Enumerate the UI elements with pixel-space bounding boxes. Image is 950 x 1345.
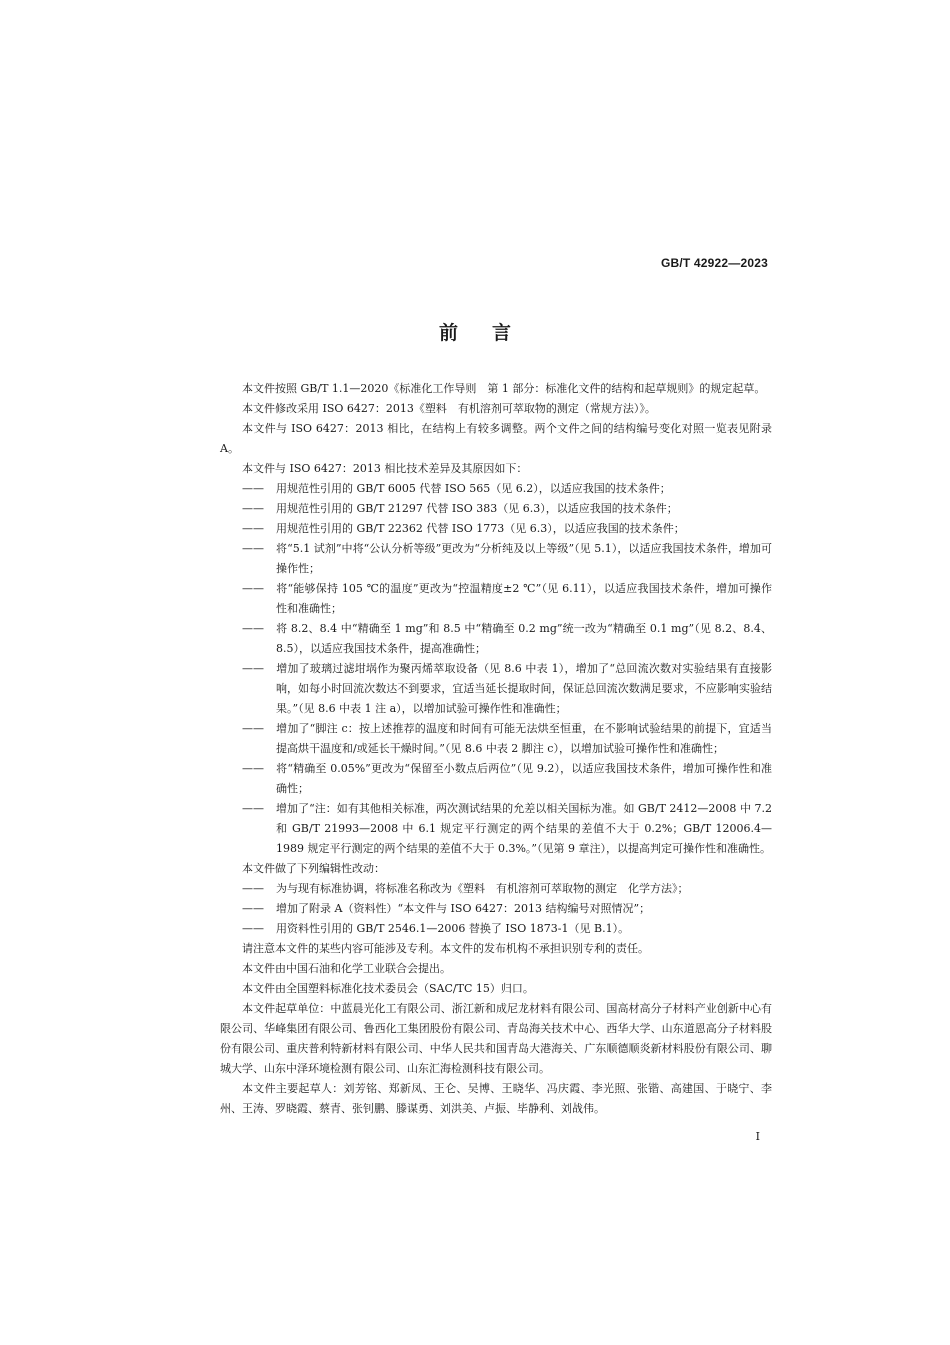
paragraph: 请注意本文件的某些内容可能涉及专利。本文件的发布机构不承担识别专利的责任。 — [242, 942, 649, 955]
standard-code: GB/T 42922—2023 — [660, 256, 768, 270]
paragraph: 本文件做了下列编辑性改动： — [242, 862, 385, 875]
list-dash: —— — [242, 522, 264, 535]
list-dash: —— — [242, 482, 264, 495]
list-item-text: 增加了附录 A（资料性）“本文件与 ISO 6427：2013 结构编号对照情况”； — [276, 902, 651, 915]
list-item — [242, 479, 772, 499]
list-item-text: 将“能够保持 105 ℃的温度”更改为“控温精度±2 ℃”（见 6.11），以适应我国技术条件，增加可操作性和准确性； — [276, 582, 772, 615]
list-dash: —— — [242, 662, 264, 675]
list-dash: —— — [242, 722, 264, 735]
list-item-text: 将 8.2、8.4 中“精确至 1 mg”和 8.5 中“精确至 0.2 mg”统一改为“精确至 0.1 mg”（见 8.2、8.4、8.5），以适应我国技术条件，提高准确性； — [276, 622, 772, 655]
paragraph: 本文件按照 GB/T 1.1—2020《标准化工作导则 第 1 部分：标准化文件的结构和起草规则》的规定起草。 — [242, 382, 766, 395]
list-dash: —— — [242, 802, 264, 815]
list-dash: —— — [242, 622, 264, 635]
list-dash: —— — [242, 542, 264, 555]
list-dash: —— — [242, 922, 264, 935]
list-dash: —— — [242, 502, 264, 515]
paragraph: 本文件由全国塑料标准化技术委员会（SAC/TC 15）归口。 — [242, 982, 534, 995]
list-item — [242, 719, 772, 759]
list-item-text: 增加了“注：如有其他相关标准，两次测试结果的允差以相关国标为准。如 GB/T 2412—2008 中 7.2 和 GB/T 21993—2008 中 6.1 规定平行测定的两个结果的差值不大于 0.2%；GB/T 12006.4—1989 规定平行测定的两个结果的差值不大于 0.3%。”（见第 9 章注），以提高判定可操作性和准确性。 — [276, 802, 772, 855]
paragraph: 本文件由中国石油和化学工业联合会提出。 — [242, 962, 451, 975]
page-number: I — [755, 1130, 760, 1143]
list-item-text: 用规范性引用的 GB/T 21297 代替 ISO 383（见 6.3），以适应我国的技术条件； — [276, 502, 678, 515]
list-item — [242, 879, 772, 899]
list-dash: —— — [242, 882, 264, 895]
list-item — [242, 759, 772, 799]
paragraph: 本文件与 ISO 6427：2013 相比，在结构上有较多调整。两个文件之间的结构编号变化对照一览表见附录 A。 — [220, 422, 772, 455]
list-item-text: 为与现有标准协调，将标准名称改为《塑料 有机溶剂可萃取物的测定 化学方法》； — [276, 882, 689, 895]
list-item-text: 增加了玻璃过滤坩埚作为聚丙烯萃取设备（见 8.6 中表 1），增加了“总回流次数对实验结果有直接影响，如每小时回流次数达不到要求，宜适当延长提取时间，保证总回流次数满足要求，不应影响实验结果。”（见 8.6 中表 1 注 a），以增加试验可操作性和准确性； — [276, 662, 772, 715]
list-item — [242, 899, 772, 919]
paragraph: 本文件主要起草人：刘芳铭、郑新凤、王仑、吴博、王晓华、冯庆霞、李光照、张锴、高建国、于晓宁、李州、王涛、罗晓霞、蔡青、张钊鹏、滕谋勇、刘洪美、卢振、毕静利、刘战伟。 — [220, 1082, 772, 1115]
list-item — [242, 519, 772, 539]
editorial-changes-list — [220, 879, 772, 939]
list-dash: —— — [242, 762, 264, 775]
list-dash: —— — [242, 582, 264, 595]
page-title: 前言 — [438, 322, 545, 344]
list-item — [242, 579, 772, 619]
list-item — [242, 799, 772, 859]
list-item-text: 将“精确至 0.05%”更改为“保留至小数点后两位”（见 9.2），以适应我国技术条件，增加可操作性和准确性； — [276, 762, 772, 795]
tech-differences-list — [220, 479, 772, 859]
paragraph: 本文件修改采用 ISO 6427：2013《塑料 有机溶剂可萃取物的测定（常规方法）》。 — [242, 402, 656, 415]
list-item — [242, 619, 772, 659]
list-item — [242, 919, 772, 939]
list-dash: —— — [242, 902, 264, 915]
list-item — [242, 659, 772, 719]
list-item-text: 用规范性引用的 GB/T 22362 代替 ISO 1773（见 6.3），以适应我国的技术条件； — [276, 522, 685, 535]
list-item-text: 增加了“脚注 c：按上述推荐的温度和时间有可能无法烘至恒重，在不影响试验结果的前提下，宜适当提高烘干温度和/或延长干燥时间。”（见 8.6 中表 2 脚注 c），以增加试验可操作性和准确性； — [276, 722, 772, 755]
document-body — [220, 379, 772, 1119]
paragraph: 本文件起草单位：中蓝晨光化工有限公司、浙江新和成尼龙材料有限公司、国高材高分子材料产业创新中心有限公司、华峰集团有限公司、鲁西化工集团股份有限公司、青岛海关技术中心、西华大学、山东道恩高分子材料股份有限公司、重庆普利特新材料有限公司、中华人民共和国青岛大港海关、广东顺德顺炎新材料股份有限公司、聊城大学、山东中泽环境检测有限公司、山东汇海检测科技有限公司。 — [220, 1002, 772, 1075]
paragraph: 本文件与 ISO 6427：2013 相比技术差异及其原因如下： — [242, 462, 528, 475]
list-item-text: 用规范性引用的 GB/T 6005 代替 ISO 565（见 6.2），以适应我国的技术条件； — [276, 482, 671, 495]
list-item-text: 用资料性引用的 GB/T 2546.1—2006 替换了 ISO 1873-1（见 B.1）。 — [276, 922, 630, 935]
list-item — [242, 539, 772, 579]
list-item-text: 将“5.1 试剂”中将“公认分析等级”更改为“分析纯及以上等级”（见 5.1），以适应我国技术条件，增加可操作性； — [276, 542, 772, 575]
list-item — [242, 499, 772, 519]
